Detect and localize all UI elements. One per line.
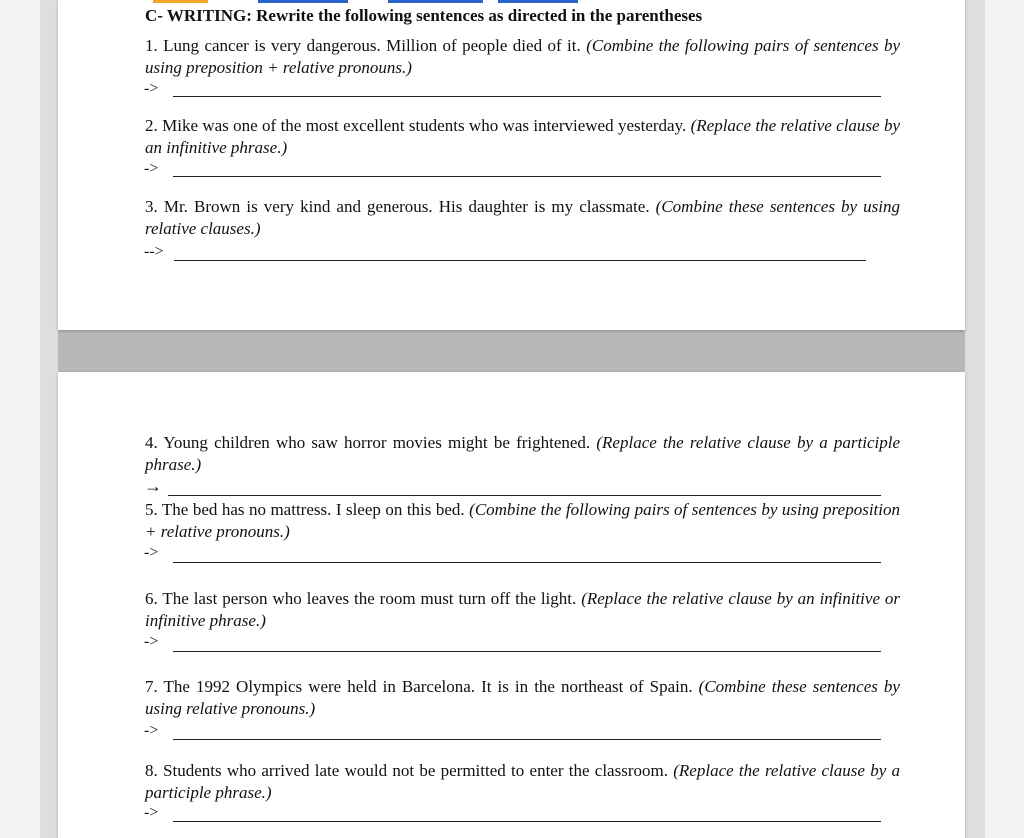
question-number: 2. [145,116,158,135]
arrow-icon: → [144,476,162,496]
answer-line[interactable] [173,176,881,177]
document-page-1 [58,0,965,330]
answer-line[interactable] [173,562,881,563]
question-sentence: Lung cancer is very dangerous. Million of people died of it. [163,36,581,55]
question-sentence: Mike was one of the most excellent students who was interviewed yesterday. [162,116,687,135]
question-sentence: The 1992 Olympics were held in Barcelona. It is in the northeast of Spain. [163,677,693,696]
answer-marker: -> [144,722,159,739]
question-2 [145,115,900,159]
answer-marker: -> [144,160,159,177]
answer-line[interactable] [174,260,866,261]
question-1 [145,35,900,79]
question-number: 6. [145,589,158,608]
toolbar-accent-blue [388,0,483,3]
question-4 [145,432,900,476]
viewer-right-margin [985,0,1024,838]
answer-line[interactable] [168,495,881,496]
question-instruction: (Replace the relative clause by a participle phrase.) [145,761,900,802]
question-8 [145,760,900,804]
toolbar-accent-blue [498,0,578,3]
question-number: 7. [145,677,158,696]
answer-marker: -> [144,633,159,650]
question-instruction: (Combine these sentences by using relative clauses.) [145,197,901,238]
document-page-2 [58,372,965,838]
question-sentence: Students who arrived late would not be permitted to enter the classroom. [163,761,668,780]
answer-line[interactable] [173,821,881,822]
answer-marker: --> [144,243,164,260]
question-sentence: The bed has no mattress. I sleep on this bed. [161,500,465,519]
question-instruction: (Replace the relative clause by an infinitive phrase.) [145,116,900,157]
answer-marker: -> [144,80,159,97]
question-instruction: (Combine the following pairs of sentences by using preposition + relative pronouns.) [145,36,901,77]
answer-line[interactable] [173,96,881,97]
answer-line[interactable] [173,739,881,740]
question-number: 8. [145,761,158,780]
viewer-left-margin [0,0,40,838]
answer-marker: -> [144,804,159,821]
question-3 [145,196,900,240]
toolbar-accent-blue [258,0,348,3]
page-separator [58,330,965,372]
answer-marker: -> [144,544,159,561]
question-instruction: (Combine the following pairs of sentences by using preposition + relative pronouns.) [145,500,900,541]
question-sentence: Mr. Brown is very kind and generous. His daughter is my classmate. [163,197,650,216]
question-number: 1. [145,36,158,55]
toolbar-accent-orange [153,0,208,3]
question-instruction: (Replace the relative clause by an infinitive or infinitive phrase.) [145,589,901,630]
question-instruction: (Combine these sentences by using relative pronouns.) [145,677,900,718]
question-number: 5. [145,500,158,519]
answer-line[interactable] [173,651,881,652]
question-number: 3. [145,197,158,216]
question-sentence: Young children who saw horror movies might be frightened. [163,433,591,452]
question-sentence: The last person who leaves the room must turn off the light. [162,589,577,608]
section-heading: C- WRITING: Rewrite the following sentences as directed in the parentheses [145,6,703,25]
question-6 [145,588,900,632]
question-instruction: (Replace the relative clause by a participle phrase.) [145,433,901,474]
question-7 [145,676,900,720]
question-number: 4. [145,433,158,452]
question-5 [145,499,900,543]
